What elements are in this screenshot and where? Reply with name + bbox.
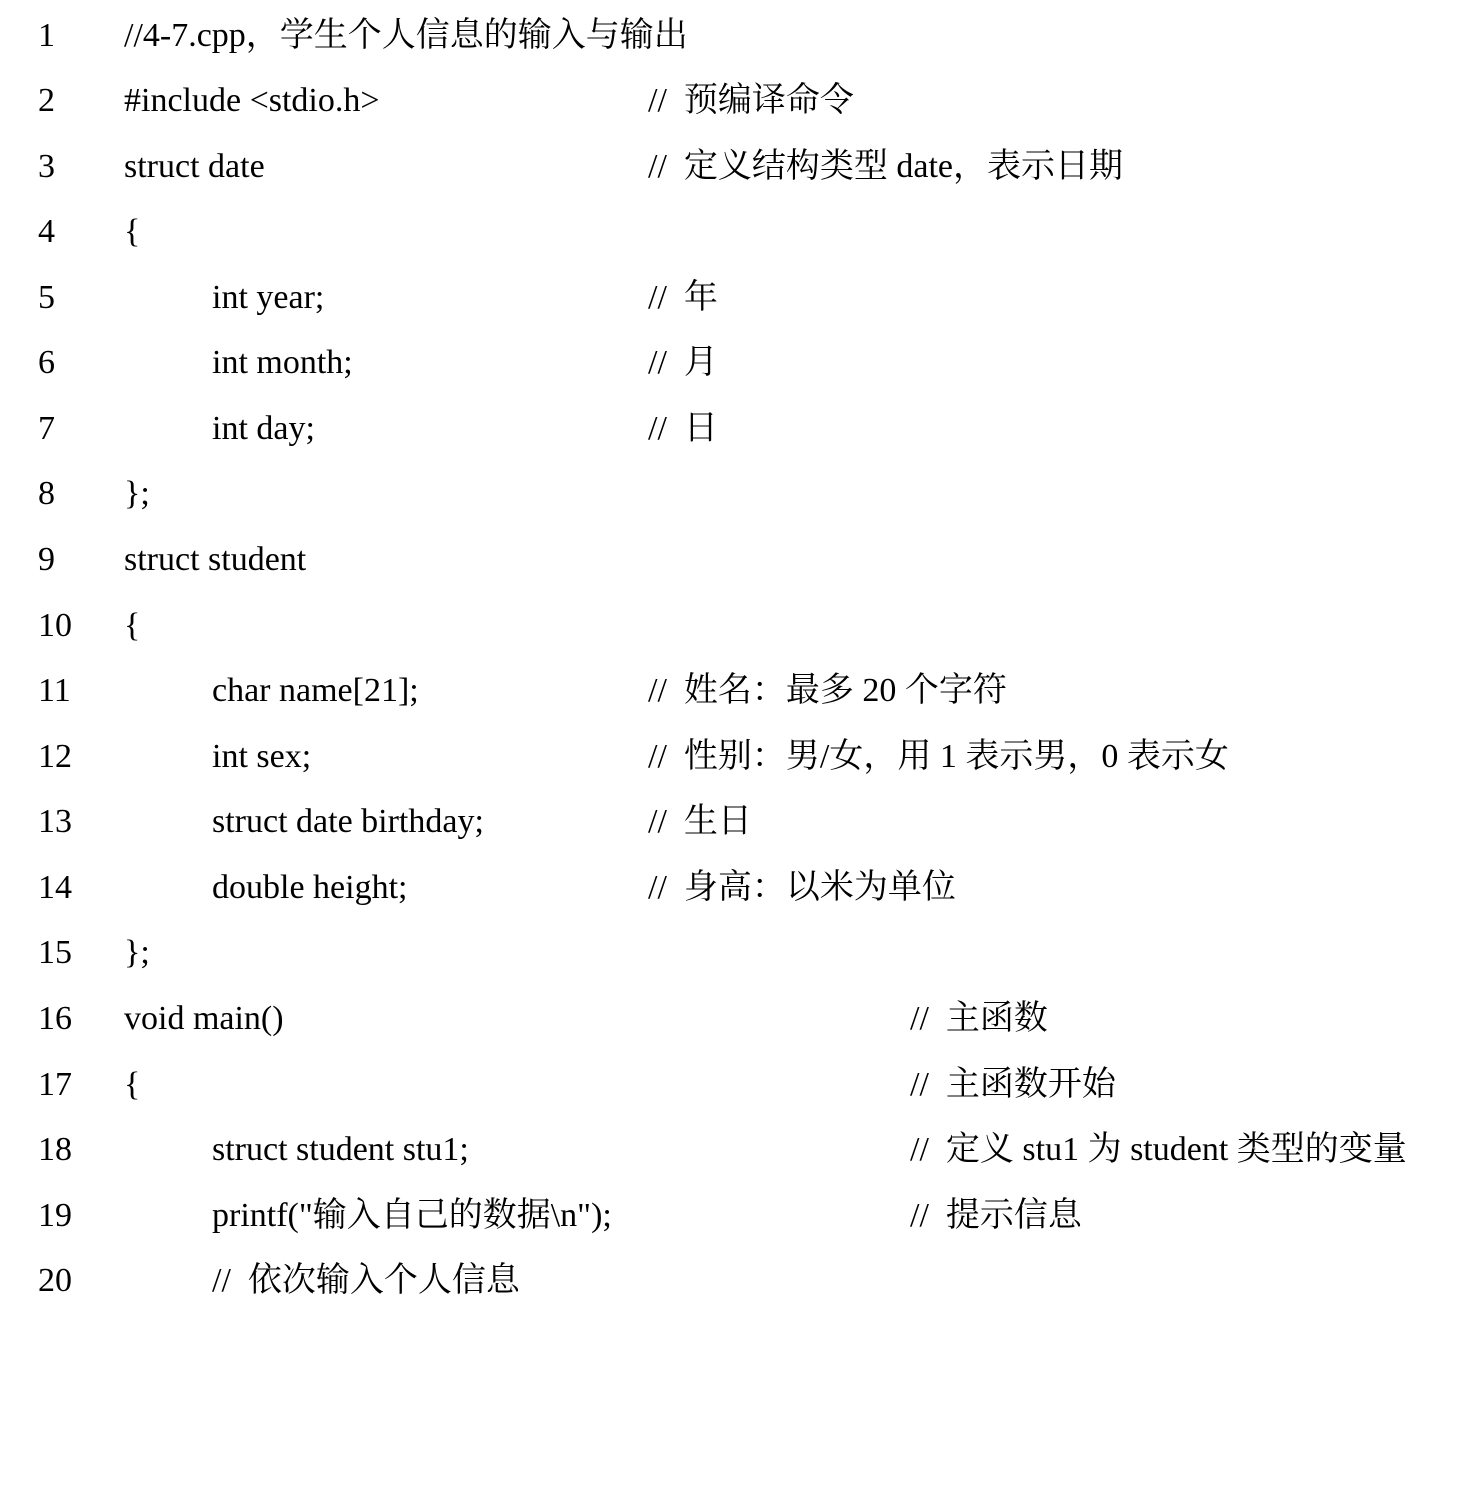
- code-line-19: [0, 1183, 1479, 1248]
- code-line-14: [0, 855, 1479, 920]
- code-text: struct date: [124, 148, 265, 185]
- code-comment: // 预编译命令: [648, 82, 854, 119]
- code-line-12: [0, 724, 1479, 789]
- code-line-16: [0, 986, 1479, 1051]
- code-line-3: [0, 134, 1479, 199]
- line-number: 12: [38, 738, 72, 775]
- code-line-2: [0, 68, 1479, 133]
- code-comment: // 主函数: [910, 1000, 1048, 1037]
- code-text: double height;: [212, 869, 408, 906]
- line-number: 20: [38, 1262, 72, 1299]
- code-line-4: [0, 199, 1479, 264]
- code-text: #include <stdio.h>: [124, 82, 380, 119]
- code-line-7: [0, 396, 1479, 461]
- code-line-20: [0, 1248, 1479, 1313]
- code-text: {: [124, 607, 141, 644]
- code-line-6: [0, 330, 1479, 395]
- code-text: {: [124, 213, 141, 250]
- code-line-13: [0, 789, 1479, 854]
- code-text: int day;: [212, 410, 315, 447]
- line-number: 7: [38, 410, 55, 447]
- line-number: 10: [38, 607, 72, 644]
- code-text: int year;: [212, 279, 325, 316]
- code-comment: // 主函数开始: [910, 1066, 1116, 1103]
- code-line-1: [0, 3, 1479, 68]
- line-number: 16: [38, 1000, 72, 1037]
- code-text: struct student stu1;: [212, 1131, 469, 1168]
- line-number: 5: [38, 279, 55, 316]
- code-line-9: [0, 527, 1479, 592]
- code-line-5: [0, 265, 1479, 330]
- code-text: };: [124, 934, 150, 971]
- code-comment: // 月: [648, 344, 718, 381]
- line-number: 4: [38, 213, 55, 250]
- line-number: 14: [38, 869, 72, 906]
- code-comment: // 身高：以米为单位: [648, 869, 956, 906]
- line-number: 15: [38, 934, 72, 971]
- code-line-18: [0, 1117, 1479, 1182]
- line-number: 2: [38, 82, 55, 119]
- code-text: {: [124, 1066, 141, 1103]
- code-text: void main(): [124, 1000, 284, 1037]
- code-comment: // 提示信息: [910, 1197, 1082, 1234]
- line-number: 9: [38, 541, 55, 578]
- code-comment: // 定义结构类型 date，表示日期: [648, 148, 1124, 185]
- code-comment: // 姓名：最多 20 个字符: [648, 672, 1007, 709]
- line-number: 6: [38, 344, 55, 381]
- line-number: 11: [38, 672, 71, 709]
- code-comment: // 生日: [648, 803, 752, 840]
- code-line-15: [0, 920, 1479, 985]
- code-text: struct student: [124, 541, 307, 578]
- code-comment: // 日: [648, 410, 718, 447]
- code-line-11: [0, 658, 1479, 723]
- code-line-17: [0, 1052, 1479, 1117]
- code-comment: // 性别：男/女，用 1 表示男，0 表示女: [648, 738, 1229, 775]
- line-number: 18: [38, 1131, 72, 1168]
- code-text: };: [124, 475, 150, 512]
- line-number: 13: [38, 803, 72, 840]
- code-text: printf("输入自己的数据\n");: [212, 1197, 612, 1234]
- code-text: //4-7.cpp，学生个人信息的输入与输出: [124, 17, 688, 54]
- line-number: 8: [38, 475, 55, 512]
- line-number: 3: [38, 148, 55, 185]
- code-text: int sex;: [212, 738, 312, 775]
- line-number: 1: [38, 17, 55, 54]
- code-text: char name[21];: [212, 672, 419, 709]
- code-line-10: [0, 593, 1479, 658]
- line-number: 19: [38, 1197, 72, 1234]
- code-text: int month;: [212, 344, 353, 381]
- code-comment: // 年: [648, 279, 718, 316]
- code-line-8: [0, 461, 1479, 526]
- line-number: 17: [38, 1066, 72, 1103]
- code-text: struct date birthday;: [212, 803, 484, 840]
- code-text: // 依次输入个人信息: [212, 1262, 520, 1299]
- code-comment: // 定义 stu1 为 student 类型的变量: [910, 1131, 1407, 1168]
